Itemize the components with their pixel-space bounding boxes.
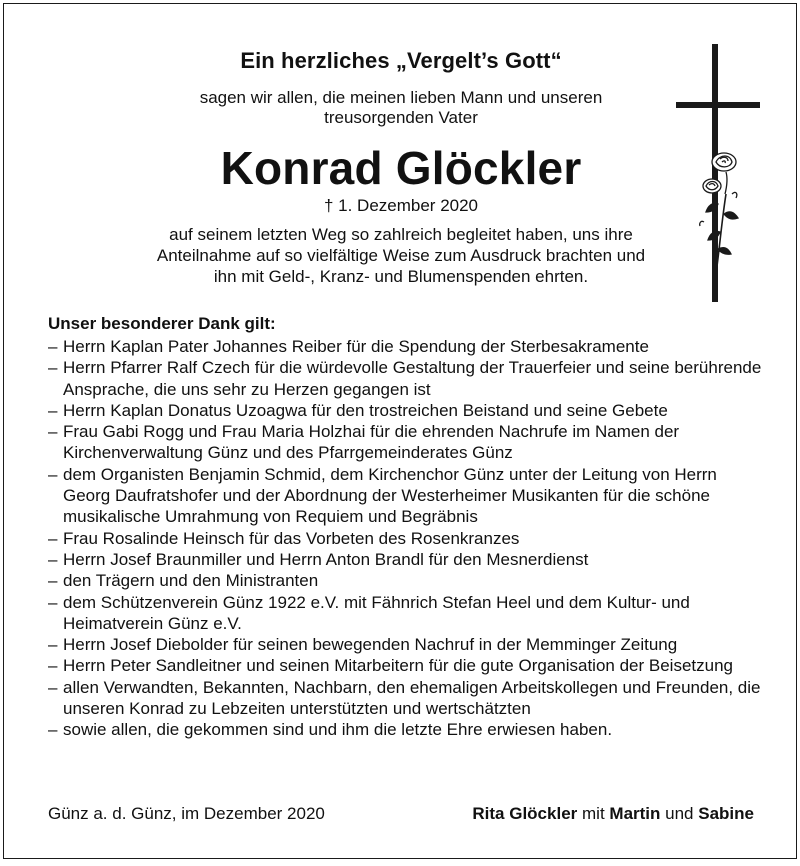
deceased-name: Konrad Glöckler: [220, 142, 582, 194]
list-item: – den Trägern und den Ministranten: [48, 570, 768, 591]
rose-icon: [700, 153, 738, 274]
list-item: – Herrn Josef Braunmiller und Herrn Anton Brandl für den Mesnerdienst: [48, 549, 768, 570]
cross-horizontal-beam: [676, 102, 760, 108]
list-item: – Herrn Pfarrer Ralf Czech für die würdevolle Gestaltung der Trauerfeier und seine berührende Ansprache, die uns sehr zu Herzen gegangen ist: [48, 357, 768, 400]
footer-place-date: Günz a. d. Günz, im Dezember 2020: [48, 804, 325, 823]
signature-name: Rita Glöckler: [472, 804, 578, 823]
list-item: – Herrn Peter Sandleitner und seinen Mitarbeitern für die gute Organisation der Beisetzung: [48, 655, 768, 676]
list-item: – Herrn Kaplan Donatus Uzoagwa für den trostreichen Beistand und seine Gebete: [48, 400, 768, 421]
body-line: Anteilnahme auf so vielfältige Weise zum Ausdruck brachten und: [156, 246, 646, 265]
list-item: – dem Schützenverein Günz 1922 e.V. mit Fähnrich Stefan Heel und dem Kultur- und Heimatverein Günz e.V.: [48, 592, 768, 635]
list-item: – Herrn Josef Diebolder für seinen bewegenden Nachruf in der Memminger Zeitung: [48, 634, 768, 655]
intro-line: sagen wir allen, die meinen lieben Mann und unseren: [199, 88, 603, 107]
signature-name: Sabine: [698, 804, 754, 823]
cross-icon: [668, 44, 764, 304]
thanks-list: [48, 336, 768, 741]
obituary-notice: [3, 3, 797, 859]
heading: Ein herzliches „Vergelt’s Gott“: [240, 48, 562, 73]
signature-conjunction: und: [665, 804, 694, 823]
death-date: † 1. Dezember 2020: [323, 196, 479, 215]
footer-signature: [472, 804, 754, 824]
intro-line: treusorgenden Vater: [324, 108, 478, 127]
list-item: – Frau Rosalinde Heinsch für das Vorbeten des Rosenkranzes: [48, 528, 768, 549]
body-line: ihn mit Geld-, Kranz- und Blumenspenden ehrten.: [213, 267, 589, 286]
list-item: – sowie allen, die gekommen sind und ihm die letzte Ehre erwiesen haben.: [48, 719, 768, 740]
body-line: auf seinem letzten Weg so zahlreich begleitet haben, uns ihre: [169, 225, 633, 244]
list-item: – Herrn Kaplan Pater Johannes Reiber für die Spendung der Sterbesakramente: [48, 336, 768, 357]
list-item: – dem Organisten Benjamin Schmid, dem Kirchenchor Günz unter der Leitung von Herrn Georg Daufratshofer und der Abordnung der Westerheimer Musikanten für die schöne musikalische Umrahmung von Requiem und Begräbnis: [48, 464, 768, 528]
list-item: – Frau Gabi Rogg und Frau Maria Holzhai für die ehrenden Nachrufe im Namen der Kirchenverwaltung Günz und des Pfarrgemeinderates Günz: [48, 421, 768, 464]
signature-name: Martin: [609, 804, 661, 823]
list-item: – allen Verwandten, Bekannten, Nachbarn, den ehemaligen Arbeitskollegen und Freunden, die unseren Konrad zu Lebzeiten unterstützten und wertschätzten: [48, 677, 768, 720]
thanks-title: Unser besonderer Dank gilt:: [48, 314, 276, 333]
signature-conjunction: mit: [582, 804, 605, 823]
